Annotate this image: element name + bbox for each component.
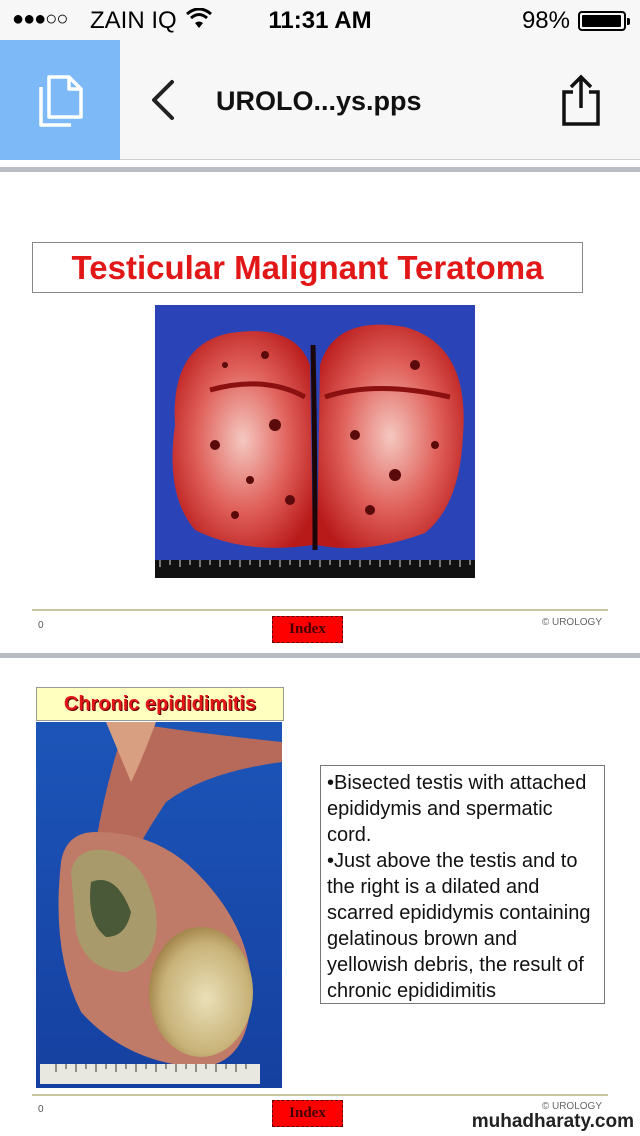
slide-footer-line: [32, 1094, 608, 1096]
status-bar: [0, 0, 640, 40]
signal-strength-indicator: ●●●○○: [12, 8, 68, 30]
battery-percentage: 98%: [521, 7, 570, 34]
slide-separator: [0, 653, 640, 658]
copyright-label: © UROLOGY: [541, 1101, 602, 1112]
index-button[interactable]: Index: [272, 616, 343, 643]
slide-title: Chronic epididimitis: [63, 692, 257, 715]
slide-title: Testicular Malignant Teratoma: [71, 248, 544, 286]
index-button[interactable]: Index: [272, 1100, 343, 1127]
document-title: UROLO...ys.pps: [216, 86, 422, 116]
share-button[interactable]: [556, 74, 606, 128]
copyright-label: © UROLOGY: [541, 617, 602, 628]
documents-icon: [35, 71, 85, 129]
slide-number: 0: [38, 1104, 44, 1115]
documents-button[interactable]: [0, 40, 120, 160]
epididymis-photo: [36, 722, 282, 1088]
teratoma-photo: [155, 305, 475, 578]
bullet-point: •Just above the testis and to the right is a dilated and scarred epididymis containing gelatinous brown and yellowish debris, the result of chronic epididimitis: [327, 850, 591, 1002]
clock: 11:31 AM: [268, 7, 372, 34]
site-watermark: muhadharaty.com: [471, 1111, 634, 1132]
slide-footer-line: [32, 609, 608, 611]
back-button[interactable]: [148, 78, 178, 122]
slide-title-box: [32, 242, 583, 293]
slide-number: 0: [38, 620, 44, 631]
bullet-point: •Bisected testis with attached epididymis and spermatic cord.: [327, 772, 587, 846]
carrier-name: ZAIN IQ: [90, 7, 177, 34]
slide-separator: [0, 167, 640, 172]
battery-icon: [578, 11, 626, 31]
slide-title-box: [36, 687, 284, 721]
navigation-bar: [0, 40, 640, 160]
battery-level: [582, 15, 621, 27]
slide-description-box: [320, 765, 605, 1004]
